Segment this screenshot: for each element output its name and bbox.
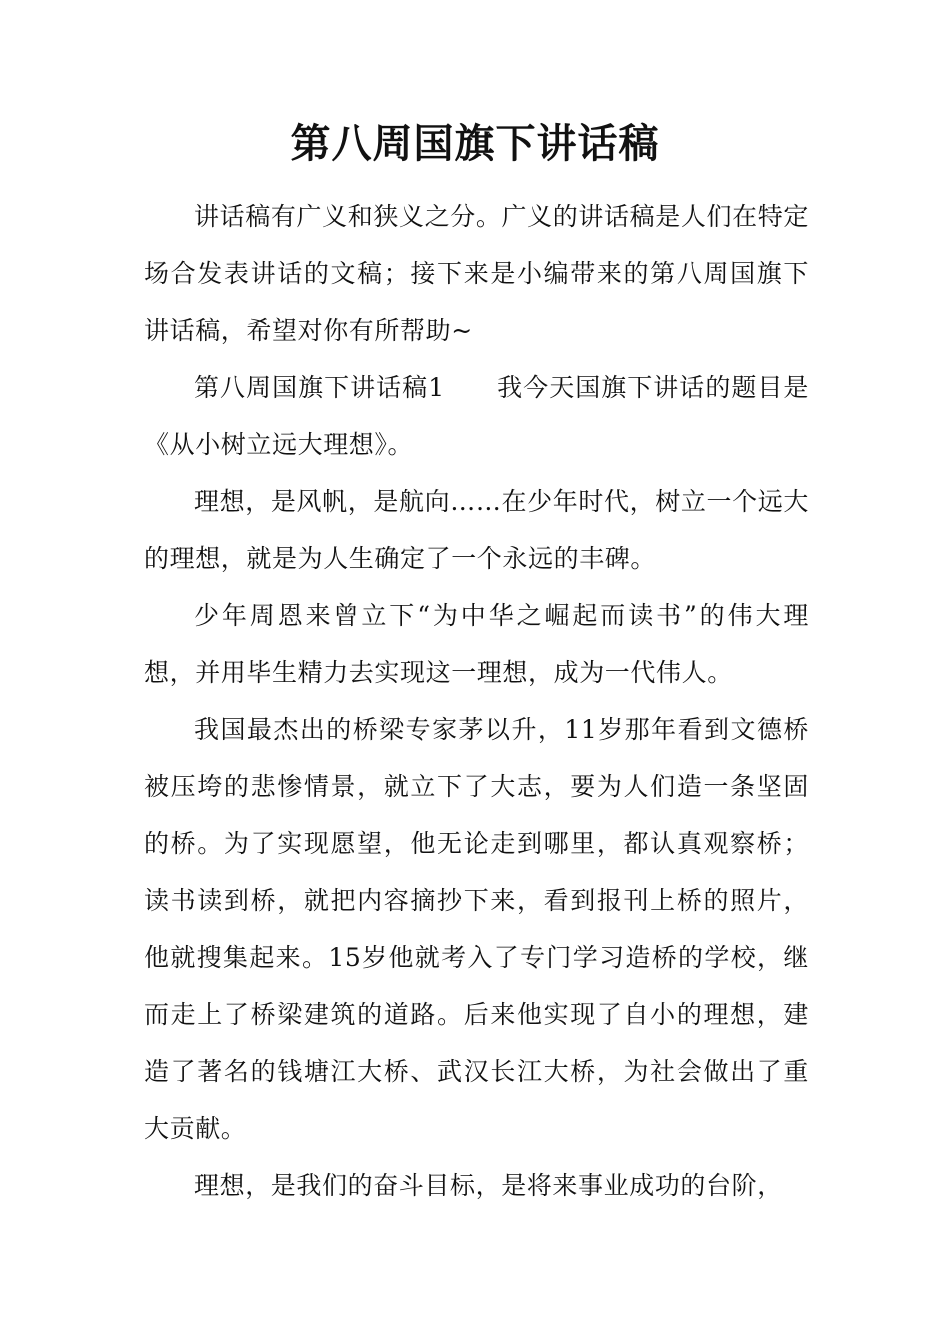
document-body	[144, 188, 809, 1214]
paragraph-zhou-enlai: 少年周恩来曾立下“为中华之崛起而读书”的伟大理想，并用毕生精力去实现这一理想，成为一代伟人。	[144, 601, 809, 687]
paragraph-intro: 讲话稿有广义和狭义之分。广义的讲话稿是人们在特定场合发表讲话的文稿；接下来是小编带来的第八周国旗下讲话稿，希望对你有所帮助~	[144, 202, 809, 345]
paragraph-ideal-goal: 理想，是我们的奋斗目标，是将来事业成功的台阶，	[194, 1171, 783, 1200]
paragraph-speech-heading: 第八周国旗下讲话稿1 我今天国旗下讲话的题目是《从小树立远大理想》。	[144, 373, 809, 459]
paragraph-mao-yisheng: 我国最杰出的桥梁专家茅以升，11岁那年看到文德桥被压垮的悲惨情景，就立下了大志，要为人们造一条坚固的桥。为了实现愿望，他无论走到哪里，都认真观察桥；读书读到桥，就把内容摘抄下来，看到报刊上桥的照片，他就搜集起来。15岁他就考入了专门学习造桥的学校，继而走上了桥梁建筑的道路。后来他实现了自小的理想，建造了著名的钱塘江大桥、武汉长江大桥，为社会做出了重大贡献。	[144, 715, 809, 1143]
page-title: 第八周国旗下讲话稿	[290, 120, 660, 167]
paragraph-ideal-sail: 理想，是风帆，是航向……在少年时代，树立一个远大的理想，就是为人生确定了一个永远的丰碑。	[144, 487, 809, 573]
